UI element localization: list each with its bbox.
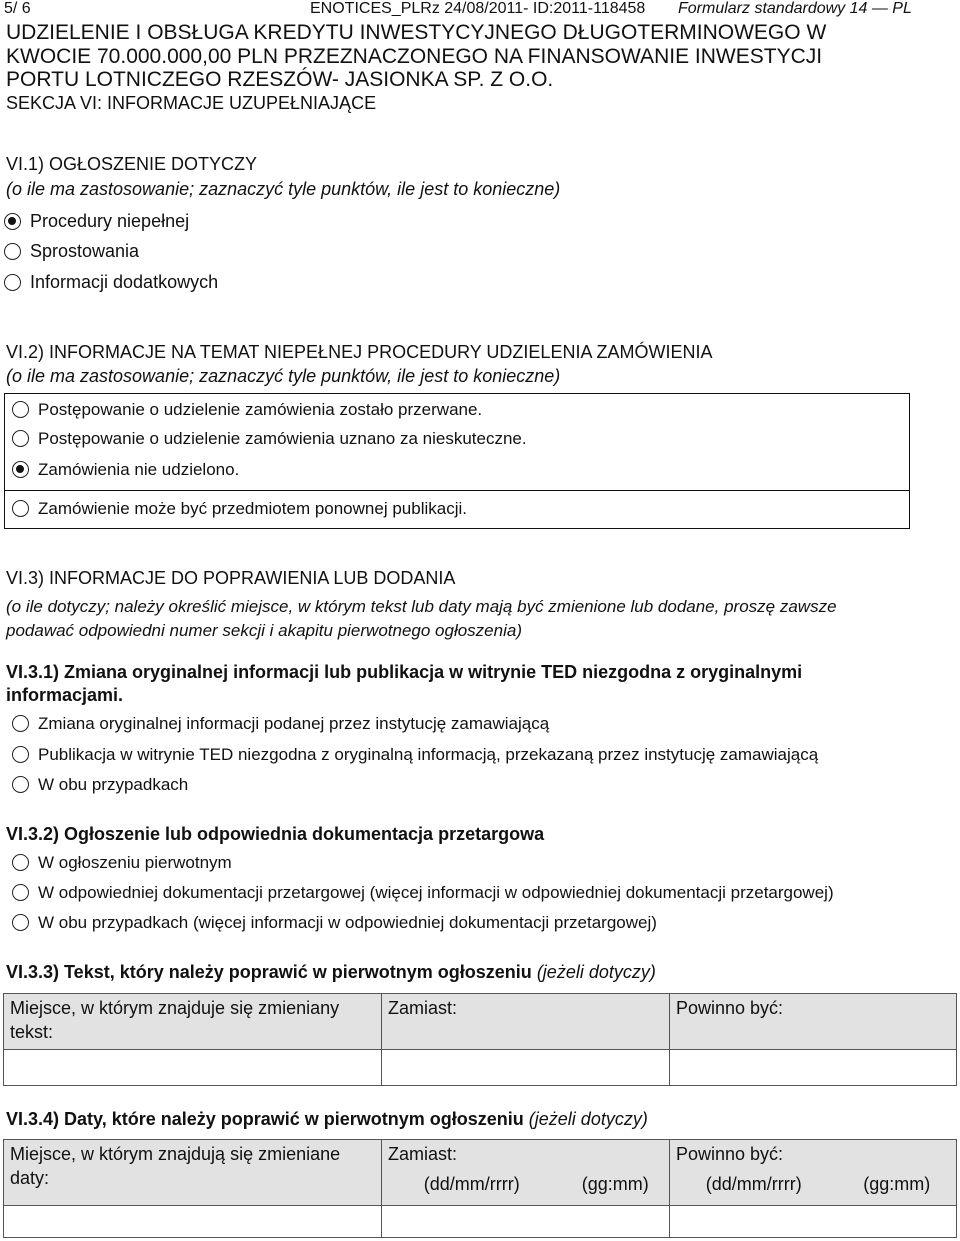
- radio-empty-icon[interactable]: [12, 914, 29, 931]
- time-format-label: (gg:mm): [838, 1170, 957, 1206]
- vi1-heading: VI.1) OGŁOSZENIE DOTYCZY: [6, 154, 258, 174]
- radio-option[interactable]: [12, 713, 549, 734]
- radio-empty-icon[interactable]: [12, 884, 29, 901]
- table-cell: [670, 1206, 957, 1238]
- radio-label: Postępowanie o udzielenie zamówienia zostało przerwane.: [38, 400, 483, 419]
- table-header-cell: Zamiast:: [382, 1140, 670, 1170]
- table-cell: [670, 1050, 957, 1086]
- radio-label: W odpowiedniej dokumentacji przetargowej (więcej informacji w odpowiedniej dokumentacji przetargowej): [38, 883, 834, 902]
- radio-option[interactable]: [12, 459, 239, 480]
- vi34-heading: VI.3.4) Daty, które należy poprawić w pierwotnym ogłoszeniu: [6, 1109, 524, 1129]
- radio-option[interactable]: [4, 271, 218, 293]
- radio-label: W obu przypadkach: [38, 775, 189, 794]
- radio-label: Informacji dodatkowych: [30, 272, 219, 292]
- radio-label: W obu przypadkach (więcej informacji w odpowiedniej dokumentacji przetargowej): [38, 913, 657, 932]
- title-line: PORTU LOTNICZEGO RZESZÓW- JASIONKA SP. Z O.O.: [6, 68, 554, 89]
- title-line: KWOCIE 70.000.000,00 PLN PRZEZNACZONEGO NA FINANSOWANIE INWESTYCJI: [6, 44, 823, 68]
- radio-selected-icon[interactable]: [4, 213, 21, 230]
- radio-label: Procedury niepełnej: [30, 211, 190, 231]
- notice-id: ENOTICES_PLRz 24/08/2011- ID:2011-118458: [310, 0, 646, 17]
- vi3-note: podawać odpowiedni numer sekcji i akapitu pierwotnego ogłoszenia): [6, 621, 522, 640]
- table-header-cell: Miejsce, w którym znajduje się zmieniany tekst:: [4, 994, 382, 1050]
- vi33-qualifier: (jeżeli dotyczy): [536, 962, 656, 982]
- radio-empty-icon[interactable]: [12, 854, 29, 871]
- time-format-label: (gg:mm): [562, 1170, 670, 1206]
- table-header-cell: Powinno być:: [670, 994, 957, 1050]
- radio-option[interactable]: [12, 912, 657, 933]
- radio-option[interactable]: [4, 240, 139, 262]
- vi34-qualifier: (jeżeli dotyczy): [528, 1109, 648, 1129]
- radio-label: W ogłoszeniu pierwotnym: [38, 853, 232, 872]
- radio-label: Postępowanie o udzielenie zamówienia uznano za nieskuteczne.: [38, 429, 527, 448]
- radio-option[interactable]: [12, 744, 818, 765]
- radio-empty-icon[interactable]: [12, 430, 29, 447]
- table-header-cell: Miejsce, w którym znajdują się zmieniane daty:: [4, 1140, 382, 1206]
- radio-option[interactable]: [12, 774, 188, 795]
- vi2-heading: VI.2) INFORMACJE NA TEMAT NIEPEŁNEJ PROCEDURY UDZIELENIA ZAMÓWIENIA: [6, 342, 713, 362]
- vi2-note: (o ile ma zastosowanie; zaznaczyć tyle punktów, ile jest to konieczne): [6, 366, 561, 386]
- date-format-label: (dd/mm/rrrr): [670, 1170, 838, 1206]
- table-cell: [382, 1050, 670, 1086]
- form-name: Formularz standardowy 14 — PL: [678, 0, 912, 17]
- table-cell: [4, 1050, 382, 1086]
- radio-empty-icon[interactable]: [4, 274, 21, 291]
- vi31-heading: VI.3.1) Zmiana oryginalnej informacji lub publikacja w witrynie TED niezgodna z oryginalnymi: [6, 662, 803, 682]
- section-title: SEKCJA VI: INFORMACJE UZUPEŁNIAJĄCE: [6, 93, 377, 113]
- document-title: [6, 21, 956, 89]
- table-cell: [4, 1206, 382, 1238]
- radio-empty-icon[interactable]: [12, 746, 29, 763]
- date-correction-table: [3, 1139, 957, 1238]
- vi1-note: (o ile ma zastosowanie; zaznaczyć tyle punktów, ile jest to konieczne): [6, 179, 561, 199]
- radio-option[interactable]: [4, 210, 189, 232]
- radio-label: Zamówienie może być przedmiotem ponownej publikacji.: [38, 499, 467, 518]
- date-format-label: (dd/mm/rrrr): [382, 1170, 562, 1206]
- table-header-cell: Powinno być:: [670, 1140, 957, 1170]
- vi34-heading-row: [6, 1108, 648, 1130]
- radio-option[interactable]: [12, 498, 467, 519]
- radio-empty-icon[interactable]: [12, 500, 29, 517]
- vi3-note: (o ile dotyczy; należy określić miejsce, w którym tekst lub daty mają być zmienione lub dodane, proszę zawsze: [6, 597, 837, 616]
- radio-option[interactable]: [12, 852, 232, 873]
- title-line: UDZIELENIE I OBSŁUGA KREDYTU INWESTYCYJNEGO DŁUGOTERMINOWEGO W: [6, 21, 827, 44]
- radio-label: Zmiana oryginalnej informacji podanej przez instytucję zamawiającą: [38, 714, 550, 733]
- radio-option[interactable]: [12, 882, 834, 903]
- radio-label: Sprostowania: [30, 241, 140, 261]
- radio-option[interactable]: [12, 399, 482, 420]
- radio-option[interactable]: [12, 428, 527, 449]
- vi32-heading: VI.3.2) Ogłoszenie lub odpowiednia dokumentacja przetargowa: [6, 824, 545, 844]
- radio-empty-icon[interactable]: [4, 243, 21, 260]
- vi33-heading-row: [6, 961, 656, 983]
- vi31-heading: informacjami.: [6, 685, 124, 705]
- table-cell: [382, 1206, 670, 1238]
- vi3-heading: VI.3) INFORMACJE DO POPRAWIENIA LUB DODANIA: [6, 568, 456, 588]
- table-header-cell: Zamiast:: [382, 994, 670, 1050]
- radio-label: Zamówienia nie udzielono.: [38, 460, 240, 479]
- radio-empty-icon[interactable]: [12, 401, 29, 418]
- radio-empty-icon[interactable]: [12, 776, 29, 793]
- text-correction-table: [3, 993, 957, 1086]
- vi33-heading: VI.3.3) Tekst, który należy poprawić w pierwotnym ogłoszeniu: [6, 962, 532, 982]
- page-number: 5/ 6: [4, 0, 31, 17]
- radio-empty-icon[interactable]: [12, 715, 29, 732]
- radio-selected-icon[interactable]: [12, 461, 29, 478]
- radio-label: Publikacja w witrynie TED niezgodna z oryginalną informacją, przekazaną przez instytucję zamawiającą: [38, 745, 819, 764]
- divider: [4, 490, 910, 491]
